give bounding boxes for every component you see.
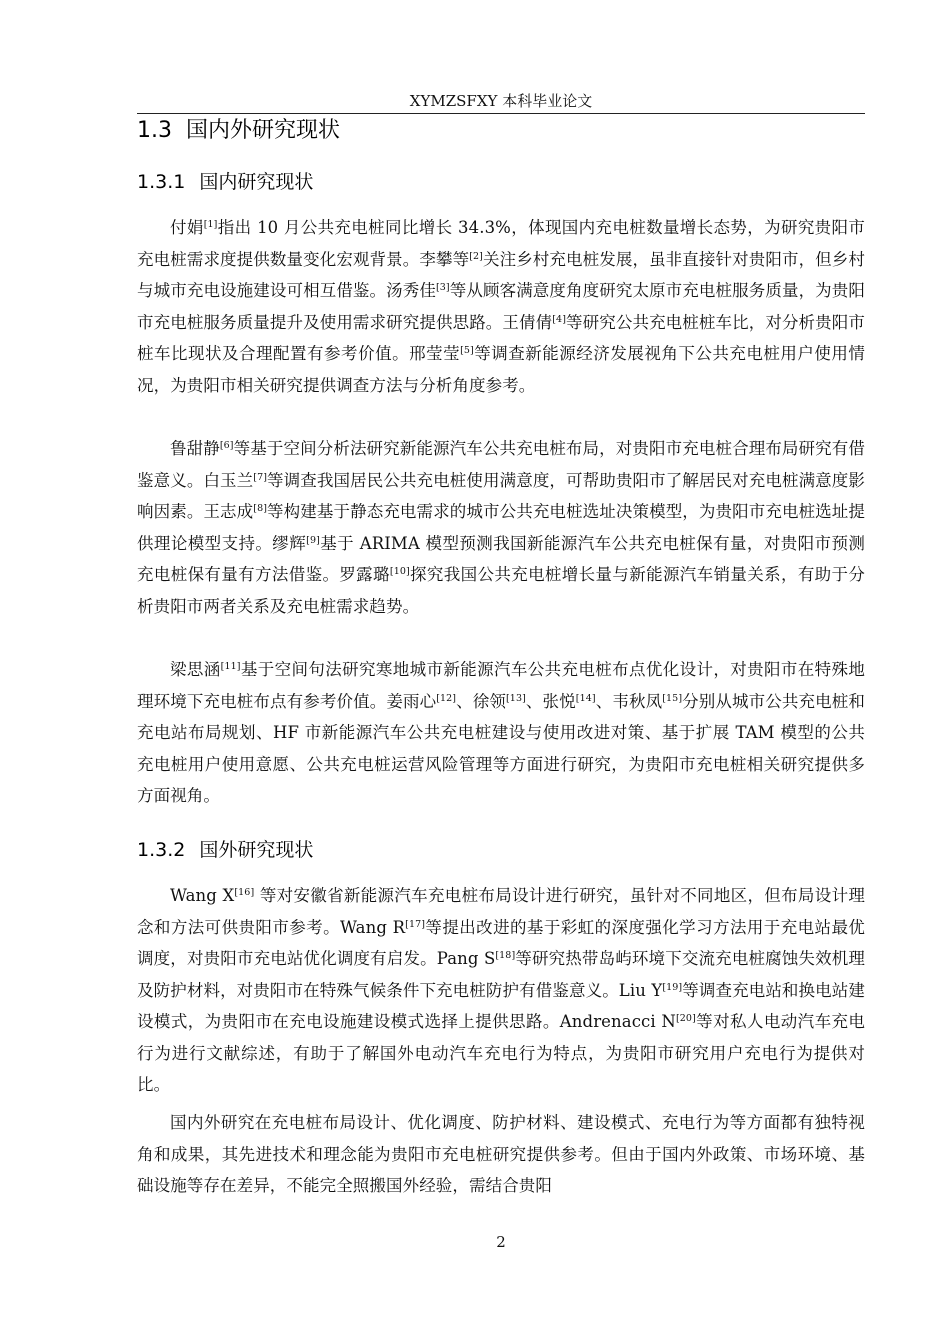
body-paragraph [137, 1107, 865, 1202]
citation-ref: [8] [253, 503, 268, 514]
paragraph-text: 等研究热带岛屿环境下交流充电桩腐蚀失效机理及防护材料，对贵阳市在特殊气候条件下充电桩防护有借鉴意义。Liu Y [137, 949, 865, 1000]
page-number: 2 [496, 1233, 506, 1251]
subsection-number: 1.3.1 [137, 171, 186, 193]
paragraph-text: 、张悦 [525, 691, 576, 711]
paragraph-text: 等调查我国居民公共充电桩使用满意度，可帮助贵阳市了解居民对充电桩满意度影响因素。王志成 [137, 470, 865, 521]
paragraph-text: 梁思涵 [170, 660, 221, 679]
paragraph-text: 、徐领 [456, 691, 506, 711]
citation-ref: [2] [469, 250, 483, 262]
paragraph-text: 探究我国公共充电桩增长量与新能源汽车销量关系，有助于分析贵阳市两者关系及充电桩需求趋势。 [137, 565, 865, 616]
citation-ref: [5] [460, 345, 474, 356]
citation-ref: [10] [389, 566, 410, 577]
paragraph-text: 等调查充电站和换电站建设模式，为贵阳市在充电设施建设模式选择上提供思路。Andrenacci N [137, 980, 865, 1031]
paragraph-text: 基于 ARIMA 模型预测我国新能源汽车公共充电桩保有量，对贵阳市预测充电桩保有量有方法借鉴。罗露璐 [137, 533, 865, 584]
subsection-number: 1.3.2 [137, 839, 186, 861]
citation-ref: [6] [219, 440, 234, 451]
paragraph-text: 等基于空间分析法研究新能源汽车公共充电桩布局，对贵阳市充电桩合理布局研究有借鉴意义。白玉兰 [137, 439, 865, 490]
running-header: XYMZSFXY 本科毕业论文 [409, 92, 593, 110]
section-heading [137, 116, 340, 146]
citation-ref: [4] [552, 313, 567, 325]
paragraph-text: 关注乡村充电桩发展，虽非直接针对贵阳市，但乡村与城市充电设施建设可相互借鉴。汤秀佳 [137, 249, 865, 300]
citation-ref: [19] [662, 981, 683, 993]
body-paragraph [137, 212, 865, 401]
paragraph-text: 等从顾客满意度角度研究太原市充电桩服务质量，为贵阳市充电桩服务质量提升及使用需求研究提供思路。王倩倩 [137, 281, 865, 332]
body-paragraph [137, 433, 865, 622]
paragraph-text: 国内外研究在充电桩布局设计、优化调度、防护材料、建设模式、充电行为等方面都有独特视角和成果，其先进技术和理念能为贵阳市充电桩研究提供参考。但由于国内外政策、市场环境、基础设施等存在差异，不能完全照搬国外经验，需结合贵阳 [137, 1113, 865, 1195]
section-title: 国内外研究现状 [186, 118, 341, 143]
paragraph-text: 等提出改进的基于彩虹的深度强化学习方法用于充电站最优调度，对贵阳市充电站优化调度有启发。Pang S [137, 917, 865, 968]
subsection-heading-domestic [137, 168, 313, 196]
subsection-heading-foreign [137, 836, 313, 864]
paragraph-text: 、韦秋凤 [595, 691, 663, 711]
header-rule [137, 113, 865, 114]
citation-ref: [16] [234, 887, 255, 898]
paragraph-text: Wang X [170, 886, 235, 905]
citation-ref: [14] [575, 692, 596, 704]
citation-ref: [9] [306, 534, 320, 546]
citation-ref: [17] [405, 918, 426, 930]
citation-ref: [20] [675, 1013, 696, 1024]
paragraph-text: 等研究公共充电桩桩车比，对分析贵阳市桩车比现状及合理配置有参考价值。邢莹莹 [137, 312, 865, 363]
body-paragraph [137, 654, 865, 812]
citation-ref: [13] [506, 692, 526, 704]
paragraph-text: 鲁甜静 [170, 439, 220, 458]
paragraph-text: 等对私人电动汽车充电行为进行文献综述，有助于了解国外电动汽车充电行为特点，为贵阳市研究用户充电行为提供对比。 [137, 1012, 865, 1094]
citation-ref: [11] [220, 661, 241, 672]
paragraph-text: 等对安徽省新能源汽车充电桩布局设计进行研究，虽针对不同地区，但布局设计理念和方法可供贵阳市参考。Wang R [137, 886, 865, 937]
citation-ref: [7] [253, 471, 268, 483]
citation-ref: [1] [203, 219, 218, 230]
body-paragraph [137, 880, 865, 1101]
paragraph-text: 指出 10 月公共充电桩同比增长 34.3%，体现国内充电桩数量增长态势，为研究贵阳市充电桩需求度提供数量变化宏观背景。李攀等 [137, 218, 865, 269]
paragraph-text: 基于空间句法研究寒地城市新能源汽车公共充电桩布点优化设计，对贵阳市在特殊地理环境下充电桩布点有参考价值。姜雨心 [137, 660, 865, 711]
citation-ref: [18] [495, 950, 516, 961]
paragraph-text: 付娟 [170, 218, 204, 237]
paragraph-text: 分别从城市公共充电桩和充电站布局规划、HF 市新能源汽车公共充电桩建设与使用改进对策、基于扩展 TAM 模型的公共充电桩用户使用意愿、公共充电桩运营风险管理等方面进行研究，为贵阳市充电桩相关研究提供多方面视角。 [137, 691, 865, 805]
paragraph-text: 等调查新能源经济发展视角下公共充电桩用户使用情况，为贵阳市相关研究提供调查方法与分析角度参考。 [137, 344, 865, 395]
citation-ref: [15] [662, 692, 683, 704]
paragraph-text: 等构建基于静态充电需求的城市公共充电桩选址决策模型，为贵阳市充电桩选址提供理论模型支持。缪辉 [137, 502, 865, 553]
subsection-title: 国内研究现状 [199, 171, 314, 193]
citation-ref: [12] [436, 692, 457, 704]
citation-ref: [3] [435, 282, 450, 293]
section-number: 1.3 [137, 118, 172, 143]
subsection-title: 国外研究现状 [199, 839, 314, 861]
